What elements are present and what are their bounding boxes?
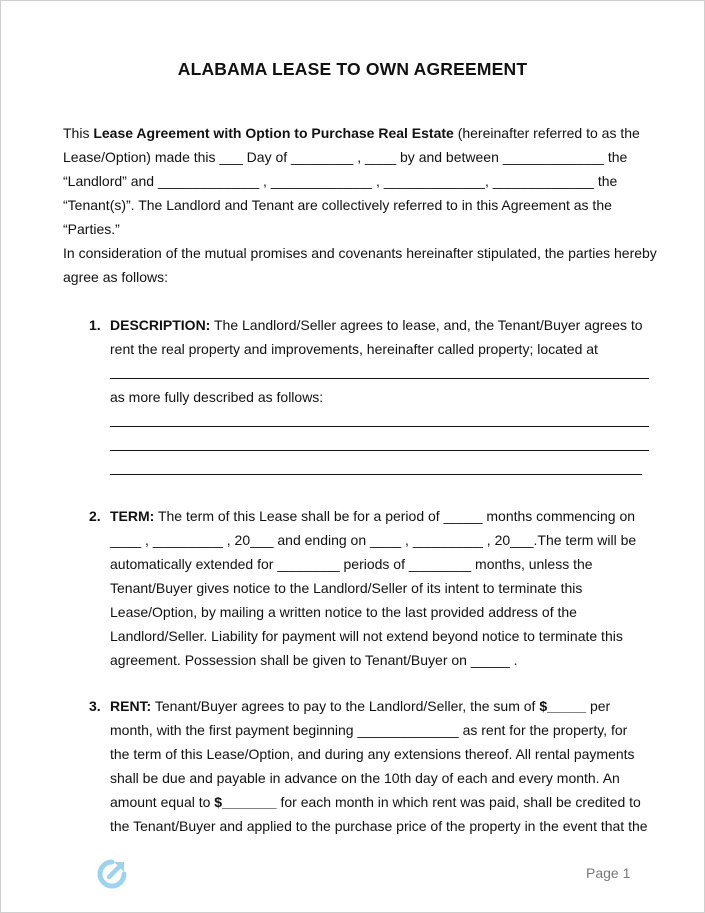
section-line: rent the real property and improvements, hereinafter called property; located at (110, 341, 598, 357)
section-number: 2. (89, 508, 101, 524)
intro-line: agree as follows: (63, 269, 169, 285)
section-line: as more fully described as follows: (110, 389, 324, 405)
section-line: automatically extended for ________ periods of ________ months, unless the (110, 556, 593, 572)
blank-line (110, 409, 650, 433)
section-line: DESCRIPTION: The Landlord/Seller agrees to lease, and, the Tenant/Buyer agrees to (110, 317, 643, 333)
rent-amount-blank: $_____ (539, 698, 587, 714)
section-line: Tenant/Buyer gives notice to the Landlord/Seller of its intent to terminate this (110, 580, 583, 596)
intro-line: “Landlord” and _____________ , _____________ , _____________, _____________ the (63, 173, 618, 189)
intro-line: This Lease Agreement with Option to Purchase Real Estate (hereinafter referred to as the (63, 125, 640, 141)
section-number: 3. (89, 698, 101, 714)
section-line: amount equal to $_______ for each month in which rent was paid, shall be credited to (110, 794, 641, 810)
agreement-type-bold: Lease Agreement with Option to Purchase Real Estate (93, 125, 454, 141)
section-body (110, 504, 650, 672)
section-line: ____ , _________ , 20___ and ending on ____ , _________ , 20___.The term will be (110, 532, 637, 548)
blank-line (110, 457, 650, 481)
section-number: 1. (89, 317, 101, 333)
section-line: month, with the first payment beginning _____________ as rent for the property, for (110, 722, 628, 738)
section-line: RENT: Tenant/Buyer agrees to pay to the Landlord/Seller, the sum of $_____ per (110, 698, 611, 714)
section-line: the Tenant/Buyer and applied to the purchase price of the property in the event that the (110, 818, 648, 834)
section-line: Lease/Option, by mailing a written notice to the last provided address of the (110, 604, 577, 620)
section-line: Landlord/Seller. Liability for payment will not extend beyond notice to terminate this (110, 628, 623, 644)
section-line: agreement. Possession shall be given to Tenant/Buyer on _____ . (110, 652, 518, 668)
section-line: the term of this Lease/Option, and during any extensions thereof. All rental payments (110, 746, 635, 762)
section-heading: DESCRIPTION: (110, 317, 211, 333)
share-arrow-icon (96, 858, 128, 890)
page-number: Page 1 (586, 865, 631, 881)
intro-line: Lease/Option) made this ___ Day of ________ , ____ by and between _____________ the (63, 149, 628, 165)
intro-line: “Tenant(s)”. The Landlord and Tenant are collectively referred to in this Agreement as the (63, 197, 612, 213)
section-body (110, 694, 650, 838)
section-line: TERM: The term of this Lease shall be for a period of _____ months commencing on (110, 508, 636, 524)
section-heading: RENT: (110, 698, 152, 714)
intro-line: “Parties.” (63, 221, 120, 237)
blank-line (110, 361, 650, 385)
section-heading: TERM: (110, 508, 155, 524)
intro-line: In consideration of the mutual promises and covenants hereinafter stipulated, the parties hereby (63, 245, 657, 261)
blank-line (110, 433, 650, 457)
section-body (110, 313, 650, 481)
section-line: shall be due and payable in advance on the 10th day of each and every month. An (110, 770, 620, 786)
intro-paragraph (63, 121, 663, 289)
credit-amount-blank: $_______ (214, 794, 277, 810)
document-title: ALABAMA LEASE TO OWN AGREEMENT (177, 59, 528, 79)
